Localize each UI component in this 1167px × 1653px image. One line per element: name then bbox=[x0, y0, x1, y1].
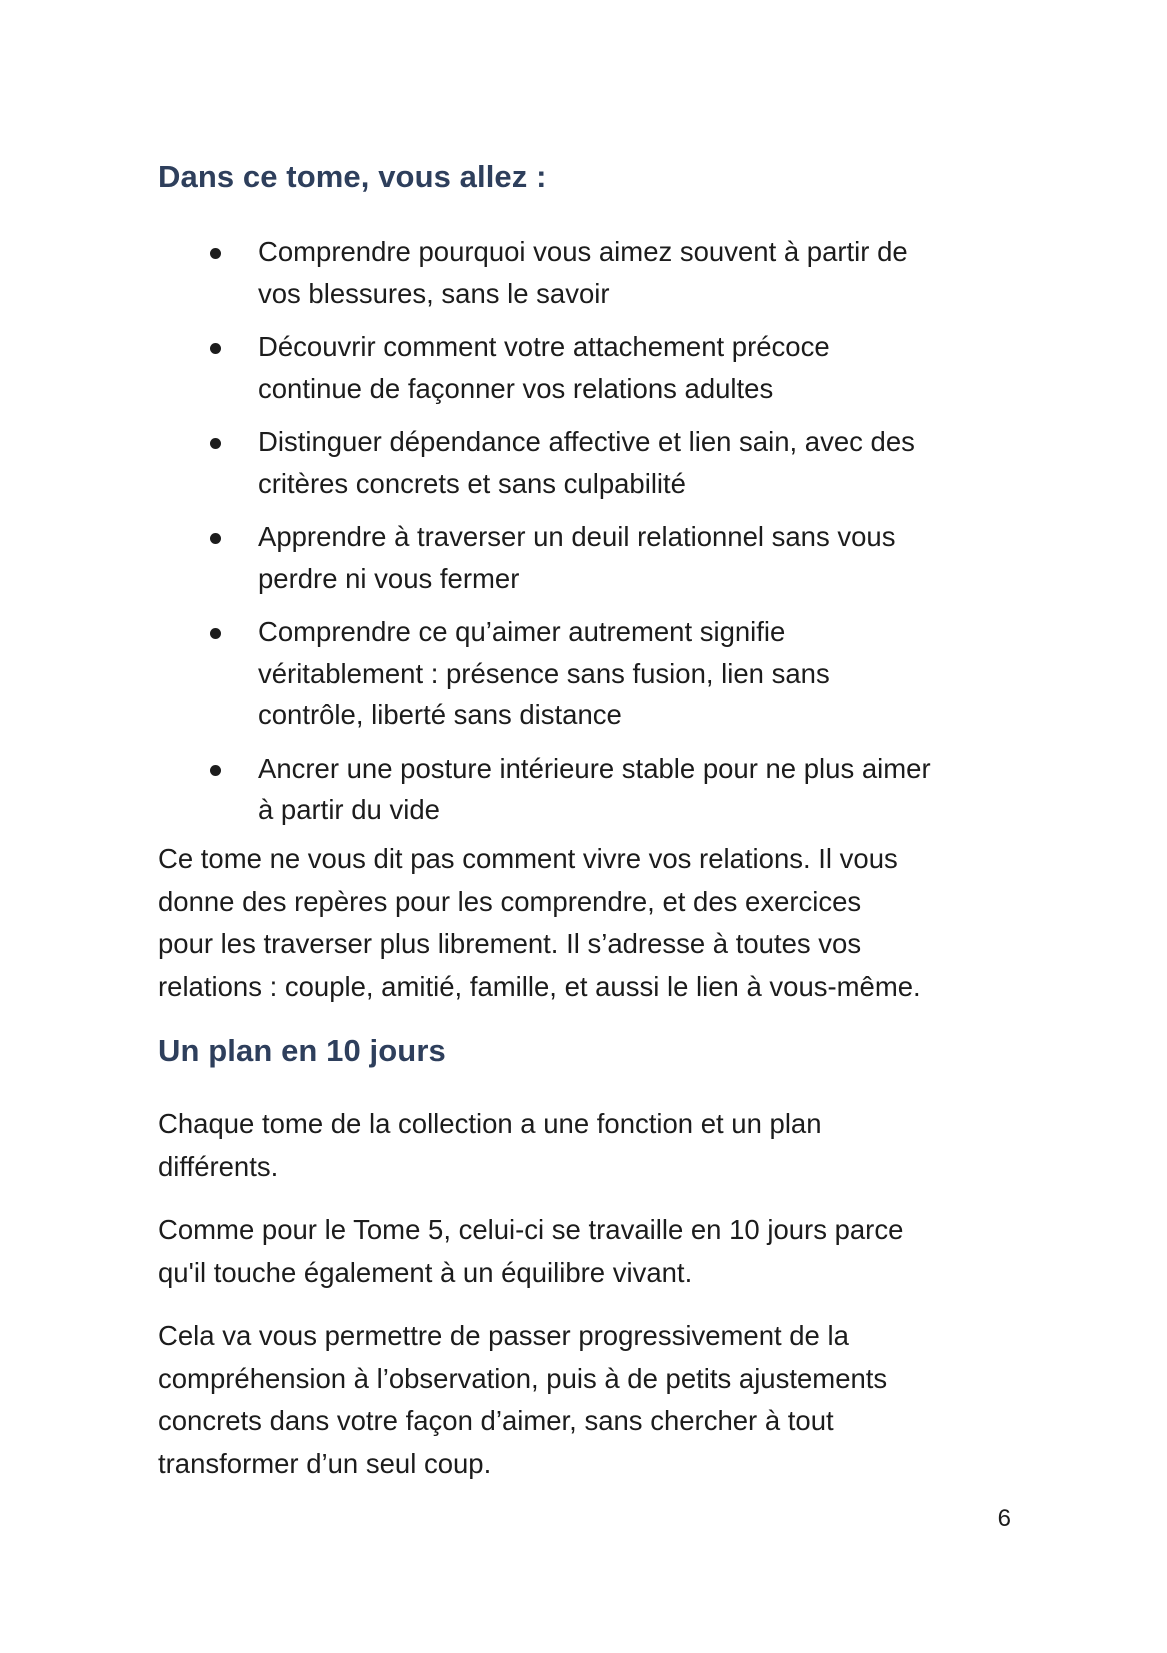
paragraph-line: Cela va vous permettre de passer progressivement de la bbox=[158, 1320, 849, 1351]
bullet-icon bbox=[210, 533, 221, 544]
bullet-icon bbox=[210, 343, 221, 354]
bullet-line: vos blessures, sans le savoir bbox=[258, 277, 610, 309]
bullet-line: Distinguer dépendance affective et lien sain, avec des bbox=[258, 426, 915, 457]
list-item bbox=[158, 516, 1038, 599]
section-heading-intro: Dans ce tome, vous allez : bbox=[158, 159, 547, 194]
bullet-list bbox=[158, 231, 1038, 843]
plan-paragraph bbox=[158, 1103, 1038, 1188]
page-number: 6 bbox=[997, 1505, 1011, 1532]
bullet-icon bbox=[210, 438, 221, 449]
paragraph-line: relations : couple, amitié, famille, et aussi le lien à vous-même. bbox=[158, 970, 921, 1002]
paragraph-line: Chaque tome de la collection a une fonction et un plan bbox=[158, 1108, 822, 1139]
list-item bbox=[158, 421, 1038, 504]
bullet-line: à partir du vide bbox=[258, 794, 440, 825]
bullet-line: Comprendre pourquoi vous aimez souvent à partir de bbox=[258, 236, 908, 267]
paragraph-line: différents. bbox=[158, 1150, 279, 1182]
bullet-icon bbox=[210, 628, 221, 639]
bullet-line: continue de façonner vos relations adultes bbox=[258, 372, 774, 404]
bullet-line: véritablement : présence sans fusion, lien sans bbox=[258, 657, 830, 689]
bullet-line: Comprendre ce qu’aimer autrement signifie bbox=[258, 616, 786, 647]
plan-paragraph bbox=[158, 1209, 1038, 1294]
bullet-line: critères concrets et sans culpabilité bbox=[258, 467, 686, 499]
paragraph-line: compréhension à l’observation, puis à de petits ajustements bbox=[158, 1362, 888, 1394]
bullet-icon bbox=[210, 765, 221, 776]
paragraph-line: donne des repères pour les comprendre, et des exercices bbox=[158, 885, 862, 917]
bullet-icon bbox=[210, 248, 221, 259]
plan-paragraph bbox=[158, 1315, 1038, 1485]
intro-paragraph bbox=[158, 838, 1038, 1008]
paragraph-line: Ce tome ne vous dit pas comment vivre vos relations. Il vous bbox=[158, 843, 898, 874]
section-heading-plan: Un plan en 10 jours bbox=[158, 1033, 446, 1068]
bullet-line: Découvrir comment votre attachement précoce bbox=[258, 331, 830, 362]
paragraph-line: Comme pour le Tome 5, celui-ci se travaille en 10 jours parce bbox=[158, 1214, 904, 1245]
paragraph-line: qu'il touche également à un équilibre vivant. bbox=[158, 1256, 693, 1288]
paragraph-line: concrets dans votre façon d’aimer, sans chercher à tout bbox=[158, 1405, 834, 1436]
bullet-line: contrôle, liberté sans distance bbox=[258, 699, 622, 730]
list-item bbox=[158, 231, 1038, 314]
list-item bbox=[158, 748, 1038, 831]
bullet-line: Ancrer une posture intérieure stable pour ne plus aimer bbox=[258, 752, 931, 784]
list-item bbox=[158, 611, 1038, 736]
paragraph-line: transformer d’un seul coup. bbox=[158, 1447, 492, 1479]
paragraph-line: pour les traverser plus librement. Il s’adresse à toutes vos bbox=[158, 928, 862, 959]
bullet-line: perdre ni vous fermer bbox=[258, 562, 520, 594]
list-item bbox=[158, 326, 1038, 409]
bullet-line: Apprendre à traverser un deuil relationnel sans vous bbox=[258, 521, 896, 552]
